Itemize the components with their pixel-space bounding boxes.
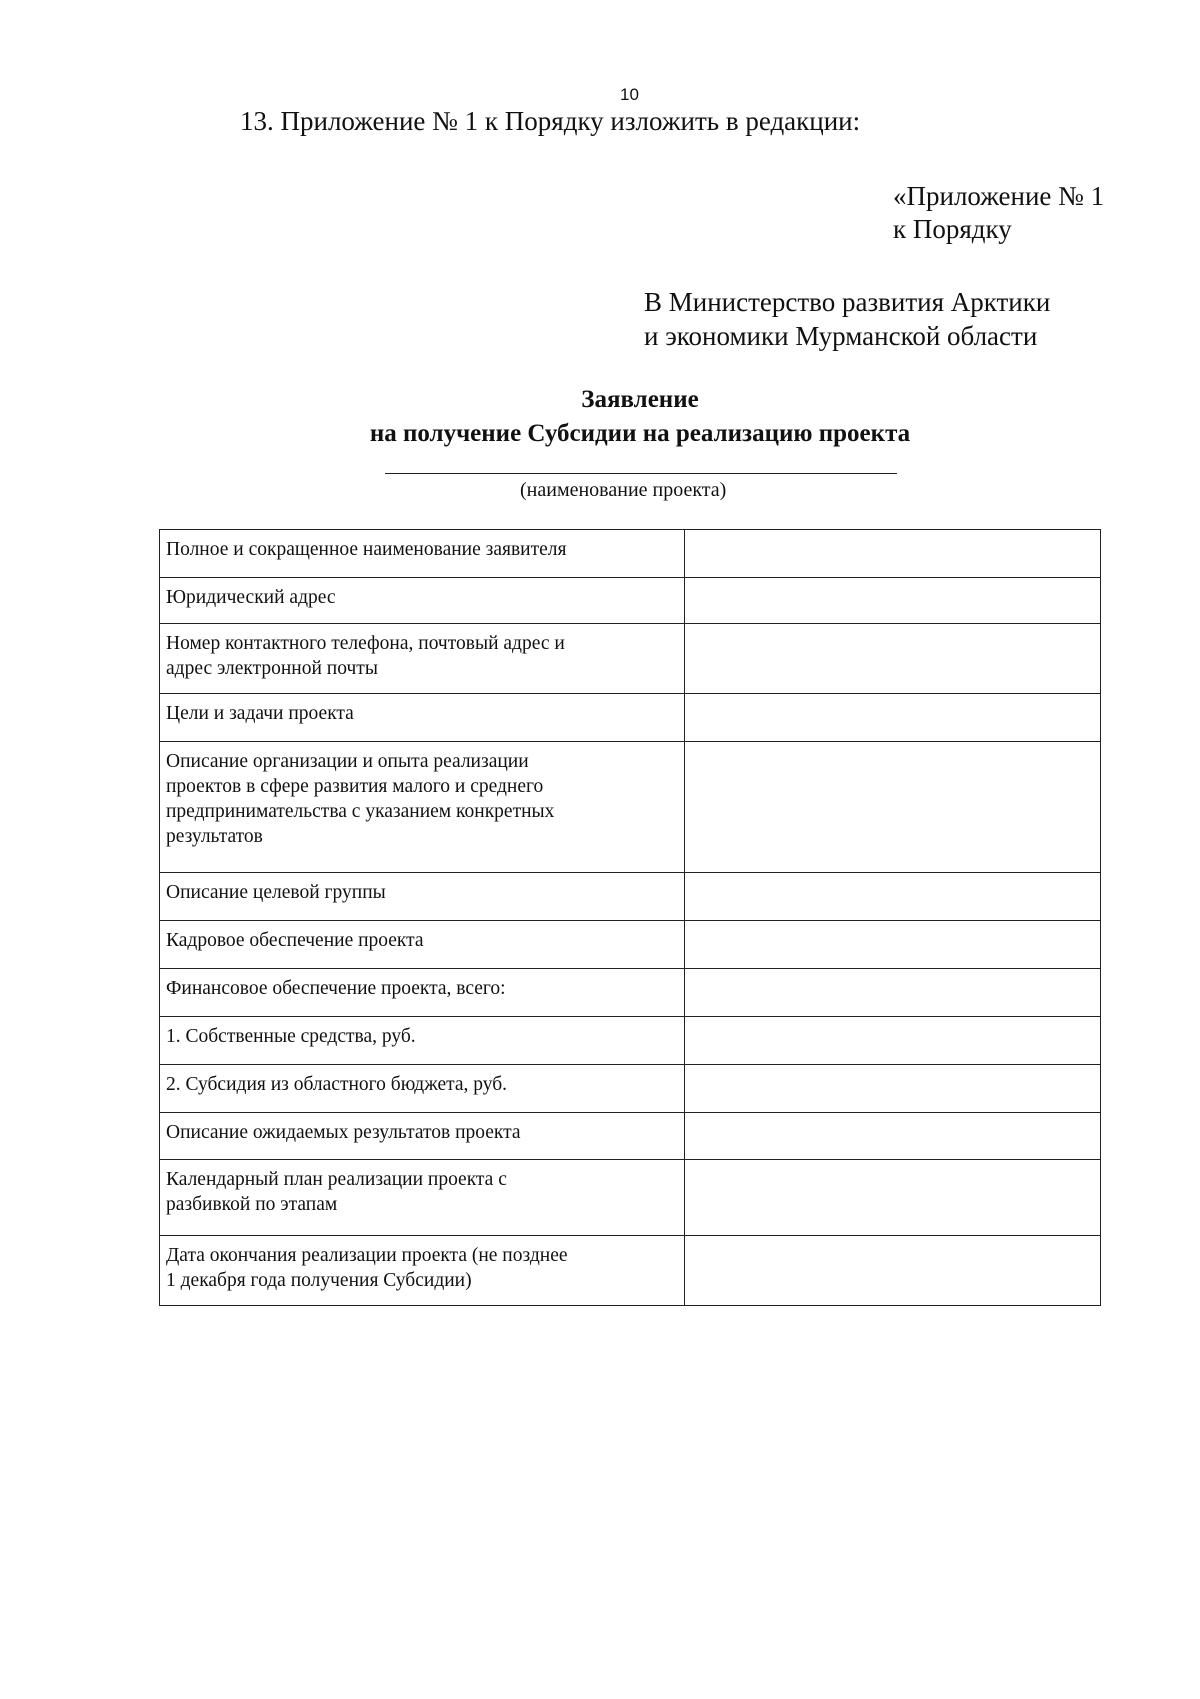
form-row-label-text: Описание ожидаемых результатов проекта bbox=[166, 1122, 521, 1143]
form-row-label-text: Полное и сокращенное наименование заявителя bbox=[166, 539, 567, 560]
addressee-line: В Министерство развития Арктики bbox=[644, 287, 1051, 317]
form-row-label bbox=[160, 873, 685, 921]
form-row-label bbox=[160, 921, 685, 969]
form-row-value[interactable] bbox=[685, 1065, 1101, 1113]
form-row-label bbox=[160, 624, 685, 694]
document-subtitle: на получение Субсидии на реализацию проекта bbox=[369, 420, 911, 447]
form-row-value[interactable] bbox=[685, 1113, 1101, 1160]
form-row bbox=[160, 624, 1101, 694]
form-row-label-text: Дата окончания реализации проекта (не позднее 1 декабря года получения Субсидии) bbox=[166, 1245, 568, 1291]
amendment-intro: 13. Приложение № 1 к Порядку изложить в редакции: bbox=[240, 106, 861, 136]
form-row-label bbox=[160, 1113, 685, 1160]
form-row-label-text: Календарный план реализации проекта с разбивкой по этапам bbox=[166, 1169, 507, 1215]
form-row-label-text: Описание целевой группы bbox=[166, 882, 386, 903]
form-row bbox=[160, 578, 1101, 624]
form-row-value[interactable] bbox=[685, 1017, 1101, 1065]
form-row-label bbox=[160, 530, 685, 578]
form-row-label bbox=[160, 969, 685, 1017]
addressee-line: и экономики Мурманской области bbox=[644, 321, 1038, 351]
form-row bbox=[160, 969, 1101, 1017]
page-number: 10 bbox=[620, 85, 639, 104]
form-row-label bbox=[160, 694, 685, 742]
form-row-value[interactable] bbox=[685, 969, 1101, 1017]
form-row-label-text: Номер контактного телефона, почтовый адрес и адрес электронной почты bbox=[166, 633, 565, 679]
form-row-value[interactable] bbox=[685, 578, 1101, 624]
form-row bbox=[160, 1236, 1101, 1306]
form-row-label bbox=[160, 1160, 685, 1236]
form-row-label-text: 1. Собственные средства, руб. bbox=[166, 1026, 416, 1047]
form-row-value[interactable] bbox=[685, 742, 1101, 873]
form-row bbox=[160, 1017, 1101, 1065]
form-row-label-text: Цели и задачи проекта bbox=[166, 703, 354, 724]
form-row-label bbox=[160, 578, 685, 624]
form-row-value[interactable] bbox=[685, 624, 1101, 694]
form-row bbox=[160, 694, 1101, 742]
form-row-label bbox=[160, 1236, 685, 1306]
form-row-label-text: Кадровое обеспечение проекта bbox=[166, 930, 424, 951]
form-row-label bbox=[160, 1065, 685, 1113]
form-row-label-text: Описание организации и опыта реализации проектов в сфере развития малого и среднего предпринимательства с указанием конкретных результатов bbox=[166, 751, 555, 847]
form-row-value[interactable] bbox=[685, 530, 1101, 578]
form-row-value[interactable] bbox=[685, 694, 1101, 742]
form-row-label-text: Финансовое обеспечение проекта, всего: bbox=[166, 978, 506, 999]
form-row-label-text: 2. Субсидия из областного бюджета, руб. bbox=[166, 1074, 508, 1095]
form-row-label-text: Юридический адрес bbox=[166, 587, 336, 608]
appendix-reference-line: к Порядку bbox=[893, 214, 1012, 244]
addressee-block bbox=[644, 285, 1050, 353]
document-title: Заявление bbox=[581, 386, 699, 413]
form-row bbox=[160, 1113, 1101, 1160]
project-name-line bbox=[385, 473, 897, 474]
appendix-reference bbox=[893, 180, 1104, 246]
project-name-caption: (наименование проекта) bbox=[520, 479, 727, 501]
form-row bbox=[160, 742, 1101, 873]
form-row-value[interactable] bbox=[685, 873, 1101, 921]
form-row-value[interactable] bbox=[685, 1236, 1101, 1306]
form-row-value[interactable] bbox=[685, 1160, 1101, 1236]
form-row bbox=[160, 1160, 1101, 1236]
form-row bbox=[160, 921, 1101, 969]
form-row bbox=[160, 873, 1101, 921]
form-row bbox=[160, 530, 1101, 578]
appendix-reference-line: «Приложение № 1 bbox=[893, 181, 1105, 211]
form-row bbox=[160, 1065, 1101, 1113]
form-row-value[interactable] bbox=[685, 921, 1101, 969]
form-row-label bbox=[160, 742, 685, 873]
application-form-table bbox=[159, 529, 1101, 1306]
form-row-label bbox=[160, 1017, 685, 1065]
